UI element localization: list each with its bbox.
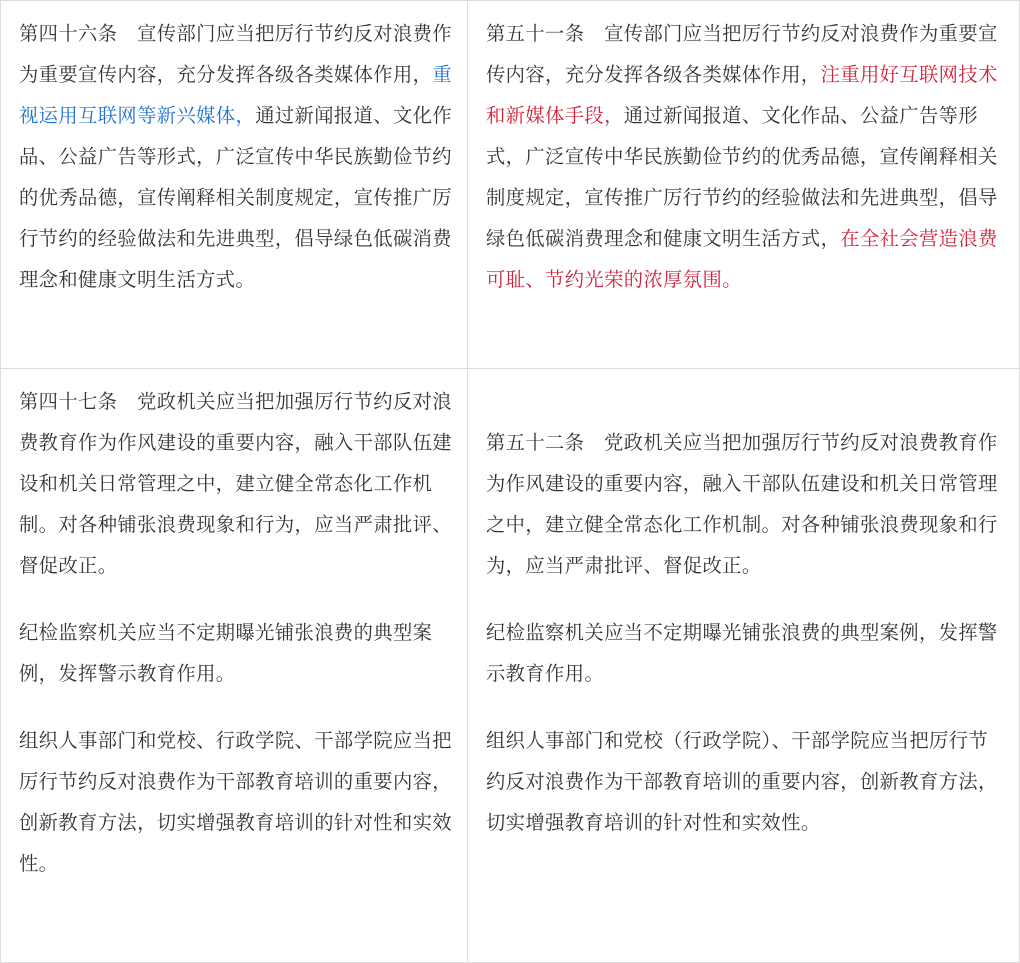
article-52-paragraph-3: 组织人事部门和党校（行政学院）、干部学院应当把厉行节约反对浪费作为干部教育培训的重要内容，创新教育方法，切实增强教育培训的针对性和实效性。 — [486, 729, 998, 834]
article-51-text-a: 第五十一条 宣传部门应当把厉行节约反对浪费作为重要宣传内容，充分发挥各级各类媒体作用， — [486, 22, 998, 86]
article-47-paragraph-2: 纪检监察机关应当不定期曝光铺张浪费的典型案例，发挥警示教育作用。 — [19, 621, 433, 685]
article-47-paragraph-3: 组织人事部门和党校、行政学院、干部学院应当把厉行节约反对浪费作为干部教育培训的重要内容，创新教育方法，切实增强教育培训的针对性和实效性。 — [19, 729, 452, 875]
article-51-paragraph — [486, 13, 1005, 300]
cell-old-article-47 — [1, 369, 468, 963]
cell-new-article-51 — [468, 1, 1020, 369]
article-51-highlight-2: 在全社会营造浪费可耻、节约光荣的浓厚氛围。 — [486, 227, 998, 291]
table-row — [1, 369, 1020, 963]
article-46-highlight: 重视运用互联网等新兴媒体， — [19, 63, 452, 127]
article-47-paragraph-1: 第四十七条 党政机关应当把加强厉行节约反对浪费教育作为作风建设的重要内容，融入干部队伍建设和机关日常管理之中，建立健全常态化工作机制。对各种铺张浪费现象和行为，应当严肃批评、督促改正。 — [19, 390, 452, 577]
article-46-text-a: 第四十六条 宣传部门应当把厉行节约反对浪费作为重要宣传内容，充分发挥各级各类媒体作用， — [19, 22, 452, 86]
article-46-text-b: 通过新闻报道、文化作品、公益广告等形式，广泛宣传中华民族勤俭节约的优秀品德，宣传阐释相关制度规定，宣传推广厉行节约的经验做法和先进典型，倡导绿色低碳消费理念和健康文明生活方式。 — [19, 104, 452, 291]
cell-old-article-46 — [1, 1, 468, 369]
article-51-highlight-1: 注重用好互联网技术和新媒体手段， — [486, 63, 998, 127]
article-52-paragraph-2: 纪检监察机关应当不定期曝光铺张浪费的典型案例，发挥警示教育作用。 — [486, 621, 998, 685]
cell-new-article-52 — [468, 369, 1020, 963]
article-46-paragraph — [19, 13, 453, 300]
article-52-paragraph-1: 第五十二条 党政机关应当把加强厉行节约反对浪费教育作为作风建设的重要内容，融入干部队伍建设和机关日常管理之中，建立健全常态化工作机制。对各种铺张浪费现象和行为，应当严肃批评、督促改正。 — [486, 431, 998, 577]
table-row — [1, 1, 1020, 369]
article-51-text-b: 通过新闻报道、文化作品、公益广告等形式，广泛宣传中华民族勤俭节约的优秀品德，宣传阐释相关制度规定，宣传推广厉行节约的经验做法和先进典型，倡导绿色低碳消费理念和健康文明生活方式， — [486, 104, 998, 250]
